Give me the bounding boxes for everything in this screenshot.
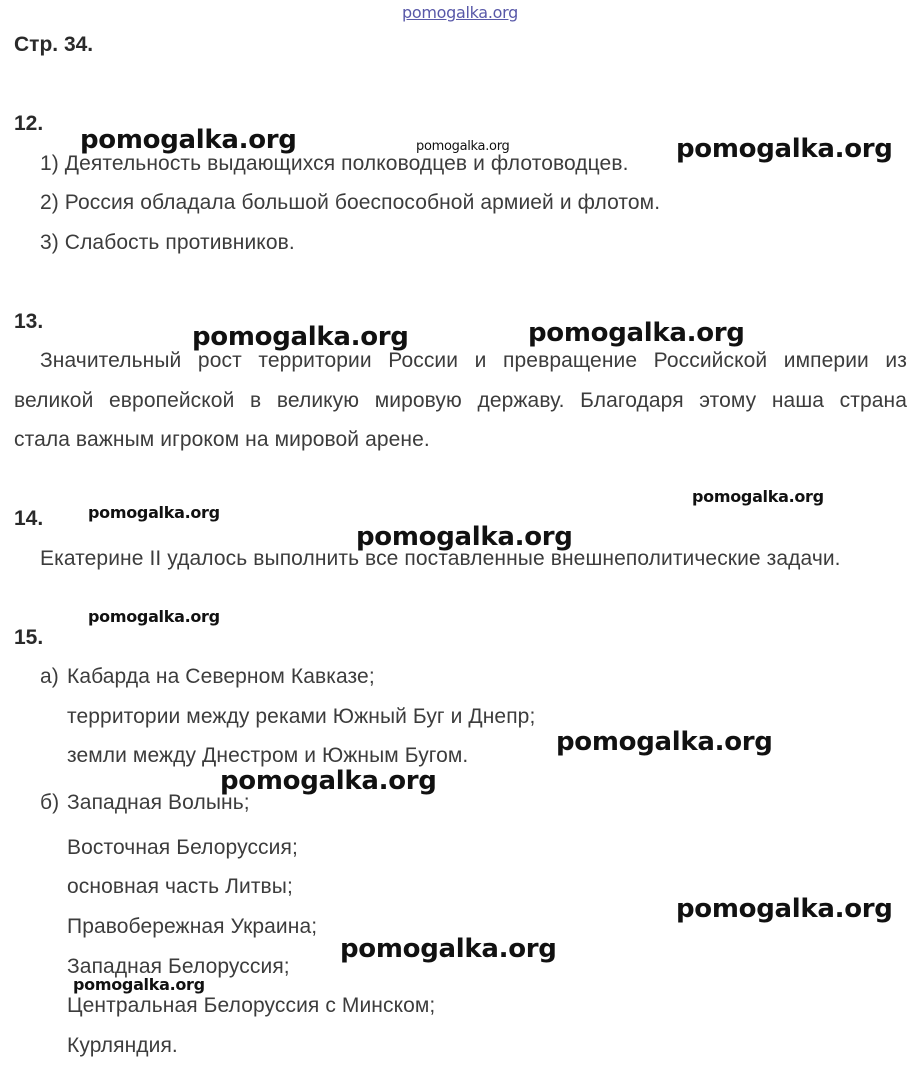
watermark: pomogalka.org xyxy=(340,934,557,964)
watermark: pomogalka.org xyxy=(676,134,893,164)
q15-b-item-1: Западная Волынь; xyxy=(67,791,250,814)
question-15-number: 15. xyxy=(14,626,44,649)
q15-b-item-5: Западная Белоруссия; xyxy=(67,955,290,978)
watermark: pomogalka.org xyxy=(676,894,893,924)
page-header: Стр. 34. xyxy=(14,33,94,56)
watermark: pomogalka.org xyxy=(220,766,437,796)
q15-a-item-3: земли между Днестром и Южным Бугом. xyxy=(67,744,469,767)
watermark: pomogalka.org xyxy=(528,318,745,348)
q14-text: Екатерине II удалось выполнить все поставленные внешнеполитические задачи. xyxy=(40,547,841,570)
q15-a-item-1: Кабарда на Северном Кавказе; xyxy=(67,665,375,688)
q15-b-item-3: основная часть Литвы; xyxy=(67,875,293,898)
q15-b-item-6: Центральная Белоруссия с Минском; xyxy=(67,994,436,1017)
watermark: pomogalka.org xyxy=(73,975,205,994)
q15-b-item-4: Правобережная Украина; xyxy=(67,915,318,938)
q12-item-3: 3) Слабость противников. xyxy=(40,231,295,254)
watermark: pomogalka.org xyxy=(356,522,573,552)
q12-item-1: 1) Деятельность выдающихся полководцев и флотоводцев. xyxy=(40,152,629,175)
q15-b-item-2: Восточная Белоруссия; xyxy=(67,836,298,859)
q13-line-1: Значительный рост территории России и превращение Российской империи из xyxy=(40,349,907,372)
question-14-number: 14. xyxy=(14,507,44,530)
watermark: pomogalka.org xyxy=(80,125,297,155)
question-12-number: 12. xyxy=(14,112,44,135)
q15-a-label: а) xyxy=(40,665,59,688)
q15-b-label: б) xyxy=(40,791,60,814)
watermark: pomogalka.org xyxy=(416,139,510,154)
watermark-top: pomogalka.org xyxy=(402,3,518,22)
watermark: pomogalka.org xyxy=(88,503,220,522)
q13-line-3: стала важным игроком на мировой арене. xyxy=(14,428,430,451)
watermark: pomogalka.org xyxy=(192,322,409,352)
q13-line-2: великой европейской в великую мировую державу. Благодаря этому наша страна xyxy=(14,389,907,412)
question-13-number: 13. xyxy=(14,310,44,333)
watermark: pomogalka.org xyxy=(556,727,773,757)
watermark: pomogalka.org xyxy=(692,487,824,506)
watermark: pomogalka.org xyxy=(88,607,220,626)
q15-b-item-7: Курляндия. xyxy=(67,1034,178,1057)
q15-a-item-2: территории между реками Южный Буг и Днепр; xyxy=(67,705,536,728)
q12-item-2: 2) Россия обладала большой боеспособной армией и флотом. xyxy=(40,191,661,214)
